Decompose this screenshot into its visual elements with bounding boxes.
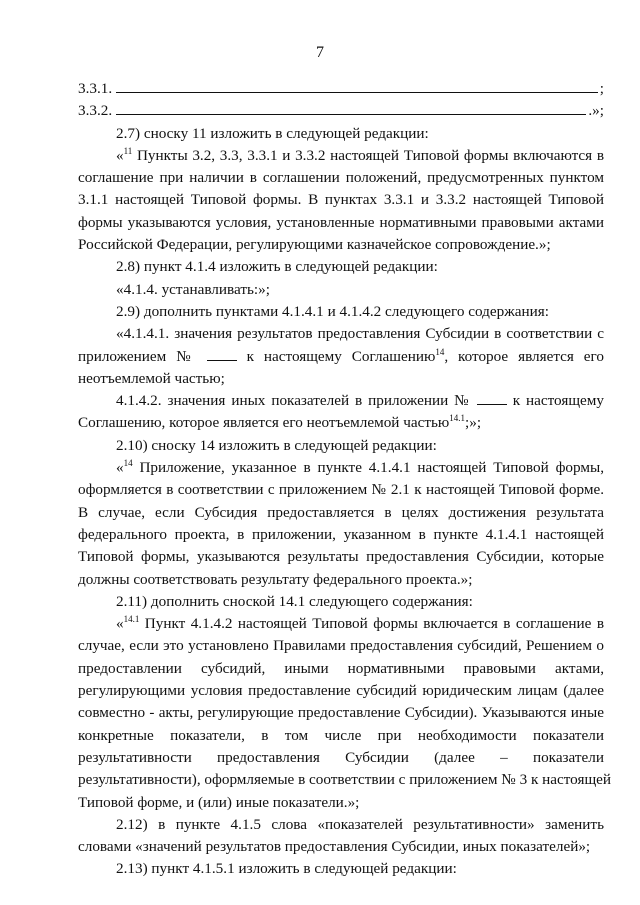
- footnote-14-1-line: результативности предоставления Субсидии (далее – показатели: [78, 748, 604, 766]
- quote-4-1-4-1-line: неотъемлемой частью;: [78, 369, 225, 387]
- text-run: приложением №: [78, 347, 207, 365]
- blank-line: [116, 80, 598, 93]
- quote-4-1-4-1-line: «4.1.4.1. значения результатов предоставления Субсидии в соответствии с: [116, 325, 604, 343]
- footnote-14-1-line: регулирующими условия предоставление субсидий юридическим лицам (далее: [78, 682, 604, 700]
- paragraph-2-7: 2.7) сноску 11 изложить в следующей редакции:: [116, 124, 429, 142]
- quote-4-1-4-2-line: [78, 412, 604, 434]
- text-run: Приложение, указанное в пункте 4.1.4.1 настоящей Типовой формы,: [132, 459, 604, 477]
- paragraph-2-10: 2.10) сноску 14 изложить в следующей редакции:: [116, 436, 437, 454]
- blank-line: [116, 102, 586, 115]
- text-run: 4.1.4.2. значения иных показателей в приложении №: [116, 392, 477, 410]
- footnote-11-line: соглашение при наличии в соглашении положений, предусмотренных пунктом: [78, 169, 604, 187]
- quote-4-1-4-2-line: [78, 390, 604, 412]
- item-3-3-2: [78, 100, 604, 122]
- document-body: [78, 78, 612, 881]
- footnote-14-line: [78, 457, 604, 479]
- quote-mark: «: [116, 615, 124, 633]
- footnote-ref: 14: [123, 458, 133, 469]
- footnote-14-1-line: совместно - акты, регулирующие предоставление Субсидии). Указываются иные: [78, 704, 604, 722]
- item-3-3-1: [78, 78, 604, 100]
- footnote-ref: 14.1: [449, 413, 465, 424]
- quote-mark: «: [116, 146, 124, 164]
- footnote-14-1-line: конкретные показатели, в том числе при необходимости показатели: [78, 726, 604, 744]
- paragraph-2-8: 2.8) пункт 4.1.4 изложить в следующей редакции:: [116, 258, 438, 276]
- text-run: Пункты 3.2, 3.3, 3.3.1 и 3.3.2 настоящей Типовой формы включаются в: [132, 146, 604, 164]
- footnote-14-line: федерального проекта, в приложении, указанном в пункте 4.1.4.1 настоящей: [78, 525, 604, 543]
- paragraph-2-11: 2.11) дополнить сноской 14.1 следующего содержания:: [116, 592, 473, 610]
- paragraph-2-13: 2.13) пункт 4.1.5.1 изложить в следующей редакции:: [116, 860, 457, 878]
- footnote-11-line: 3.1.1 настоящей Типовой формы. В пунктах 3.3.1 и 3.3.2 настоящей Типовой: [78, 191, 604, 209]
- footnote-ref: 14.1: [123, 614, 140, 625]
- quote-4-1-4-1-line: [78, 346, 604, 368]
- blank-field: [477, 394, 507, 405]
- paragraph-2-12-line: словами «значений результатов предоставления Субсидии, иных показателей»;: [78, 838, 591, 856]
- page-number: 7: [316, 44, 324, 61]
- item-label: 3.3.2.: [78, 102, 113, 120]
- footnote-14-1-line: [78, 613, 604, 635]
- footnote-11-line: формы указываются условия, установленные нормативными правовыми актами: [78, 213, 604, 231]
- footnote-14-1-line: случае, если это установлено Правилами предоставления субсидий, Решением о: [78, 637, 604, 655]
- footnote-14-1-line: предоставлении субсидий, иными нормативными правовыми актами,: [78, 659, 604, 677]
- quote-mark: «: [116, 459, 124, 477]
- item-end: .»;: [588, 102, 604, 120]
- item-label: 3.3.1.: [78, 80, 113, 97]
- footnote-14-line: В случае, если Субсидия предоставляется в целях достижения результата: [78, 503, 604, 521]
- footnote-14-1-line: результативности), оформляемые в соответствии с приложением № 3 к настоящей: [78, 771, 612, 789]
- footnote-14-line: должны соответствовать результату федерального проекта.»;: [78, 570, 473, 588]
- text-run: Соглашению, которое является его неотъемлемой частью: [78, 414, 450, 432]
- footnote-ref: 14: [435, 346, 445, 357]
- text-run: к настоящему Соглашению: [236, 347, 436, 365]
- footnote-11-line: [78, 145, 604, 167]
- footnote-14-line: оформляется в соответствии с приложением № 2.1 к настоящей Типовой форме.: [78, 481, 604, 499]
- blank-field: [207, 350, 237, 361]
- footnote-14-1-line: Типовой форме, и (или) иные показатели.»;: [78, 793, 360, 811]
- text-run: , которое является его: [444, 347, 604, 365]
- quote-4-1-4: «4.1.4. устанавливать:»;: [116, 280, 270, 298]
- text-run: к настоящему: [506, 392, 604, 410]
- paragraph-2-12-line: 2.12) в пункте 4.1.5 слова «показателей результативности» заменить: [116, 815, 604, 833]
- footnote-11-line: Российской Федерации, регулирующими казначейское сопровождение.»;: [78, 236, 551, 254]
- footnote-ref: 11: [123, 145, 133, 156]
- text-run: Пункт 4.1.4.2 настоящей Типовой формы включается в соглашение в: [139, 615, 604, 633]
- item-end: ;: [599, 80, 604, 97]
- paragraph-2-9: 2.9) дополнить пунктами 4.1.4.1 и 4.1.4.2 следующего содержания:: [116, 302, 549, 320]
- text-run: ;»;: [465, 414, 482, 432]
- footnote-14-line: Типовой формы, указываются результаты предоставления Субсидии, которые: [78, 548, 604, 566]
